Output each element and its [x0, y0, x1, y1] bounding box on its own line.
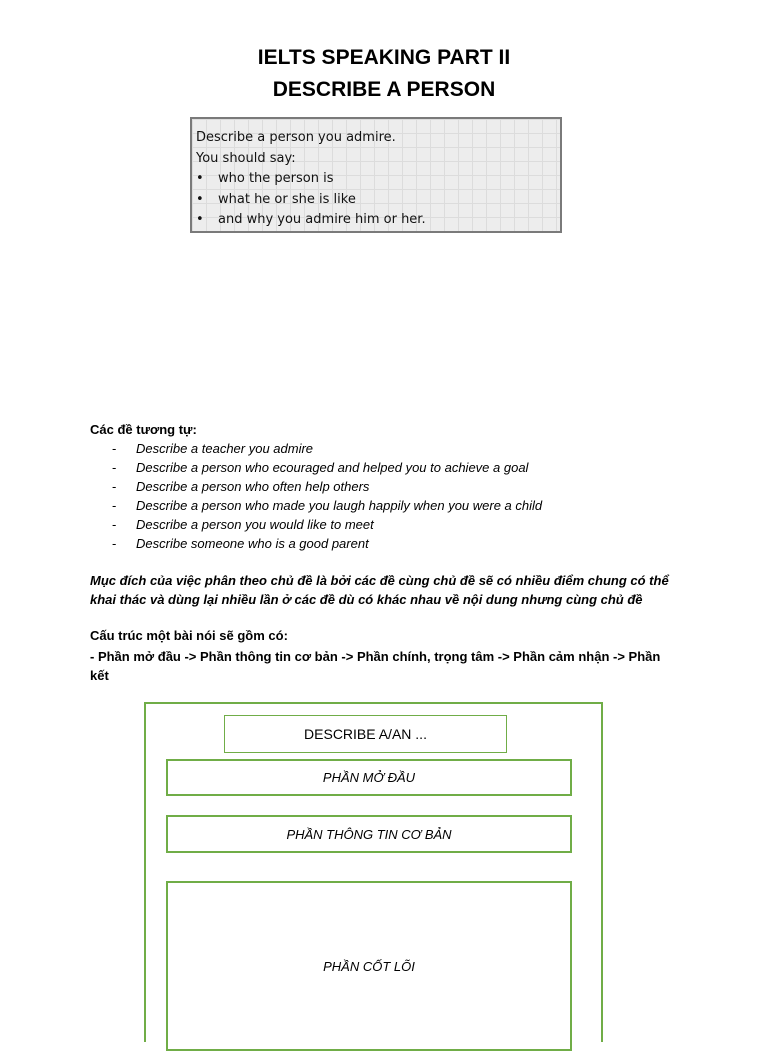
cue-card-point: [196, 169, 560, 190]
structure-text: - Phần mở đầu -> Phần thông tin cơ bản -> Phần chính, trọng tâm -> Phần cảm nhận -> Phần kết: [90, 649, 661, 683]
purpose-paragraph: Mục đích của việc phân theo chủ đề là bởi các đề cùng chủ đề sẽ có nhiều điểm chung có thể khai thác và dùng lại nhiều lần ở các đề dù có khác nhau về nội dung nhưng cùng chủ đề: [90, 573, 669, 607]
cue-card: [190, 117, 562, 233]
document-subtitle: DESCRIBE A PERSON: [272, 78, 496, 101]
list-item-text: Describe a person who ecouraged and helped you to achieve a goal: [136, 460, 529, 475]
dash-marker: -: [112, 441, 117, 456]
list-item-text: Describe a person who often help others: [136, 479, 370, 494]
cue-card-instruction: You should say:: [196, 150, 296, 166]
diagram-basic-info-box: PHẦN THÔNG TIN CƠ BẢN: [166, 815, 572, 853]
cue-card-point: [196, 210, 560, 231]
dash-marker: -: [112, 517, 117, 532]
diagram-intro-box: PHẦN MỞ ĐẦU: [166, 759, 572, 796]
list-item-text: Describe someone who is a good parent: [136, 536, 369, 551]
dash-marker: -: [112, 498, 117, 513]
dash-marker: -: [112, 536, 117, 551]
dash-marker: -: [112, 479, 117, 494]
cue-card-point-text: what he or she is like: [218, 191, 356, 207]
list-item-text: Describe a person you would like to meet: [136, 517, 374, 532]
cue-card-point-text: and why you admire him or her.: [218, 212, 426, 227]
list-item-text: Describe a person who made you laugh happily when you were a child: [136, 498, 543, 513]
dash-marker: -: [112, 460, 117, 475]
bullet-icon: •: [196, 171, 204, 186]
cue-card-point: [196, 190, 560, 211]
bullet-icon: •: [196, 191, 204, 207]
similar-topics-heading: Các đề tương tự:: [90, 422, 197, 437]
cue-card-point-text: who the person is: [218, 171, 334, 186]
structure-heading: Cấu trúc một bài nói sẽ gồm có:: [90, 628, 288, 643]
list-item-text: Describe a teacher you admire: [136, 441, 314, 456]
document-title: IELTS SPEAKING PART II: [257, 46, 511, 69]
bullet-icon: •: [196, 212, 204, 227]
diagram-core-box: PHẦN CỐT LÕI: [166, 881, 572, 1051]
diagram-title-box: DESCRIBE A/AN ...: [224, 715, 507, 753]
cue-card-prompt: Describe a person you admire.: [196, 130, 396, 145]
